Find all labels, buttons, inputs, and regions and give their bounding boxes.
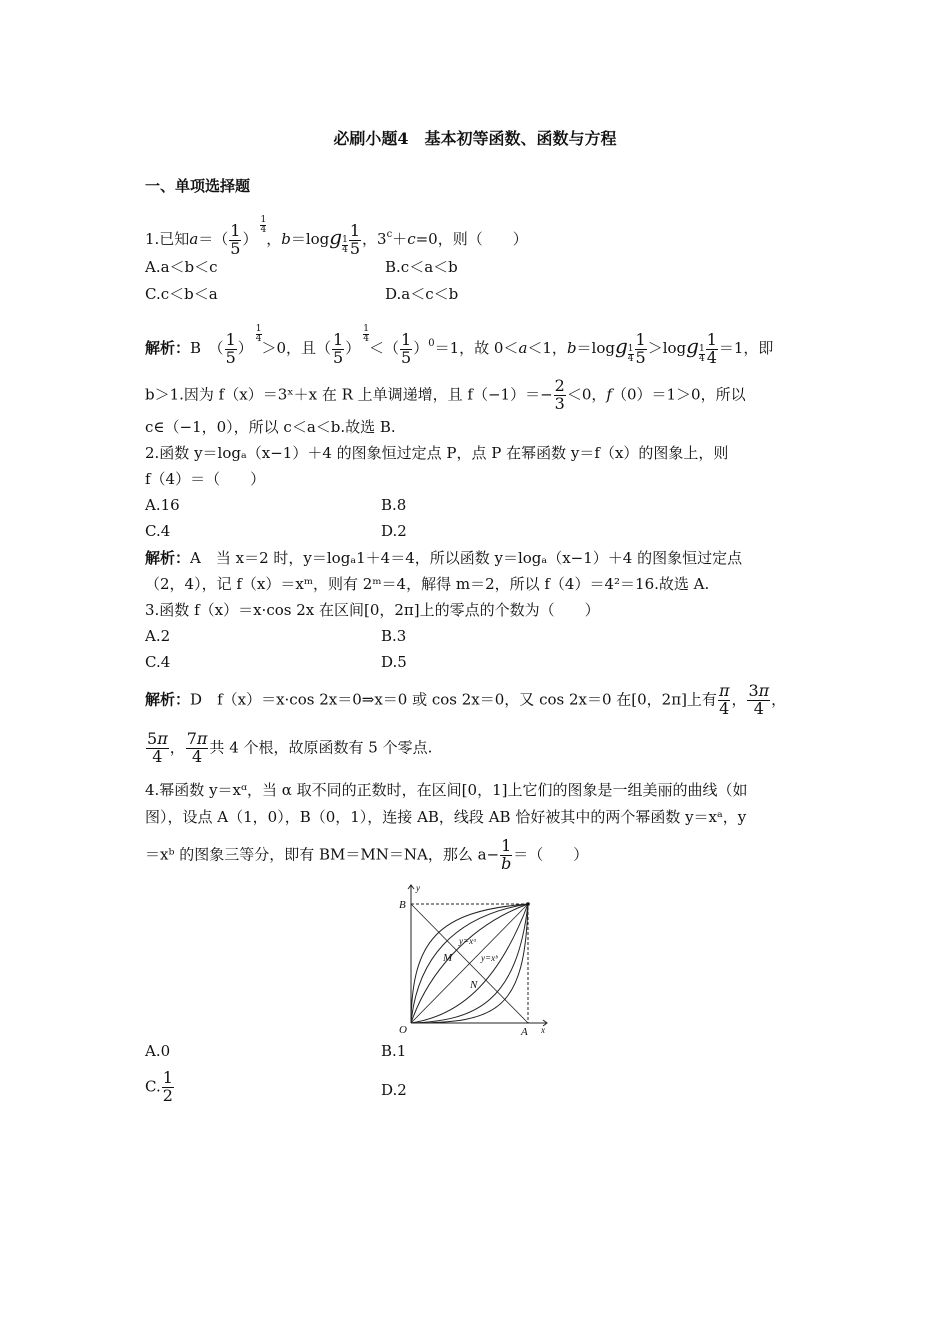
q1-stem-pre: 1.已知 bbox=[145, 230, 190, 248]
point-11 bbox=[526, 902, 530, 906]
label-x: x bbox=[541, 1025, 545, 1035]
label-y: y bbox=[416, 883, 420, 893]
q2-solution-line1 bbox=[145, 551, 742, 566]
q3-solution-line1: 解析：D f（x）＝x·cos 2x＝0⇒x＝0 或 cos 2x＝0，又 cos 2x＝0 在[0，2π]上有 $\frac{\pi}{4}$ ， $\frac{3\pi}{4}$ ， bbox=[145, 681, 787, 718]
q4-option-d[interactable]: D.2 bbox=[381, 1081, 407, 1099]
q1-option-d[interactable]: D.a＜c＜b bbox=[385, 285, 459, 303]
q1-stem: 1.已知a＝（ $\frac{1}{5}$ ） $\frac{1}{4}$ ，b＝logg $\frac{1}{4}$ $\frac{1}{5}$ ，$3^c+c=0$，则（ ） bbox=[145, 215, 528, 258]
q3-option-a[interactable]: A.2 bbox=[145, 627, 171, 645]
label-b: B bbox=[399, 899, 406, 911]
q3-option-c[interactable]: C.4 bbox=[145, 653, 171, 671]
power-function-figure bbox=[397, 881, 557, 1043]
q1-option-c[interactable]: C.c＜b＜a bbox=[145, 285, 218, 303]
q2-option-c[interactable]: C.4 bbox=[145, 522, 171, 540]
q2-sol-answer: A bbox=[190, 549, 201, 567]
q2-option-b[interactable]: B.8 bbox=[381, 496, 407, 514]
q4-stem-line3: ＝xᵇ 的图象三等分，即有 BM＝MN＝NA，那么 a− $\frac{1}{b}$ ＝（ ） bbox=[145, 836, 589, 873]
q1-solution-line1: 解析：B （ $\frac{1}{5}$ ） $\frac{1}{4}$ ＞0，且（ $\frac{1}{5}$ ） $\frac{1}{4}$ ＜（ $\frac{1}{5}$ ）$^0$＝1，故 0＜a＜1，b＝logg $\frac{1}{4}$ $\frac{1}{5}$ ＞logg $\frac{1}{4}$ $\frac{1}{4}$ ＝1，即 bbox=[145, 324, 774, 367]
q3-sol-label: 解析： bbox=[145, 690, 191, 709]
label-n: N bbox=[470, 979, 478, 991]
label-ya: y=xᵃ bbox=[459, 936, 477, 946]
q2-stem-line1: 2.函数 y＝logₐ（x−1）＋4 的图象恒过定点 P，点 P 在幂函数 y＝f（x）的图象上，则 bbox=[145, 444, 729, 462]
q4-option-c[interactable]: C. $\frac{1}{2}$ bbox=[145, 1068, 173, 1105]
section-heading: 一、单项选择题 bbox=[145, 177, 251, 195]
q4-option-a[interactable]: A.0 bbox=[145, 1042, 171, 1060]
q3-sol1: f（x）＝x·cos 2x＝0⇒x＝0 或 cos 2x＝0，又 cos 2x＝0 在[0，2π]上有 bbox=[217, 690, 717, 709]
q4-option-b[interactable]: B.1 bbox=[381, 1042, 407, 1060]
q3-solution-line2: $\frac{5\pi}{4}$ ， $\frac{7\pi}{4}$ 共 4 个根，故原函数有 5 个零点. bbox=[147, 729, 433, 766]
label-o: O bbox=[399, 1024, 407, 1036]
label-m: M bbox=[443, 952, 453, 964]
q3-stem: 3.函数 f（x）＝x·cos 2x 在区间[0，2π]上的零点的个数为（ ） bbox=[145, 601, 600, 619]
q1-solution-line3: c∈（−1，0），所以 c＜a＜b.故选 B. bbox=[145, 418, 396, 436]
q2-solution-line2: （2，4），记 f（x）＝xᵐ，则有 2ᵐ＝4，解得 m＝2，所以 f（4）＝4²＝16.故选 A. bbox=[145, 575, 710, 593]
q4-stem3-post: ＝（ ） bbox=[513, 845, 589, 864]
q3-option-d[interactable]: D.5 bbox=[381, 653, 407, 671]
q1-sol-label: 解析： bbox=[145, 339, 191, 357]
q2-option-d[interactable]: D.2 bbox=[381, 522, 407, 540]
q3-sol2: 共 4 个根，故原函数有 5 个零点. bbox=[209, 738, 433, 757]
q3-option-b[interactable]: B.3 bbox=[381, 627, 407, 645]
q1-solution-line2: b＞1.因为 f（x）＝3ˣ＋x 在 R 上单调递增，且 f（−1）＝− $\frac{2}{3}$ ＜0，f（0）＝1＞0，所以 bbox=[145, 376, 746, 413]
label-a: A bbox=[521, 1026, 528, 1038]
q3-sol-answer: D bbox=[190, 690, 203, 709]
q1-option-b[interactable]: B.c＜a＜b bbox=[385, 258, 458, 276]
label-yb: y=xᵇ bbox=[481, 953, 498, 963]
q2-sol1: 当 x＝2 时，y＝logₐ1＋4＝4，所以函数 y＝logₐ（x−1）＋4 的图象恒过定点 bbox=[215, 549, 743, 567]
q4-stem-line1: 4.幂函数 y＝xᵅ，当 α 取不同的正数时，在区间[0，1]上它们的图象是一组美丽的曲线（如 bbox=[145, 781, 748, 799]
page-title: 必刷小题4 基本初等函数、函数与方程 bbox=[333, 129, 617, 148]
q2-option-a[interactable]: A.16 bbox=[145, 496, 180, 514]
q1-option-a[interactable]: A.a＜b＜c bbox=[145, 258, 218, 276]
q4-stem3-pre: ＝xᵇ 的图象三等分，即有 BM＝MN＝NA，那么 a− bbox=[145, 845, 500, 864]
q4-option-c-label: C. bbox=[145, 1077, 161, 1096]
q1-stem-post: =0，则（ ） bbox=[415, 230, 528, 248]
q2-stem-line2: f（4）＝（ ） bbox=[145, 470, 266, 488]
q1-sol-line2: b＞1.因为 f（x）＝3ˣ＋x 在 R 上单调递增，且 f（−1）＝ bbox=[145, 385, 541, 404]
q2-sol-label: 解析： bbox=[145, 549, 191, 567]
q1-sol-answer: B bbox=[190, 339, 202, 357]
q4-stem-line2: 图），设点 A（1，0），B（0，1），连接 AB，线段 AB 恰好被其中的两个幂函数 y＝xᵃ，y bbox=[145, 808, 747, 826]
